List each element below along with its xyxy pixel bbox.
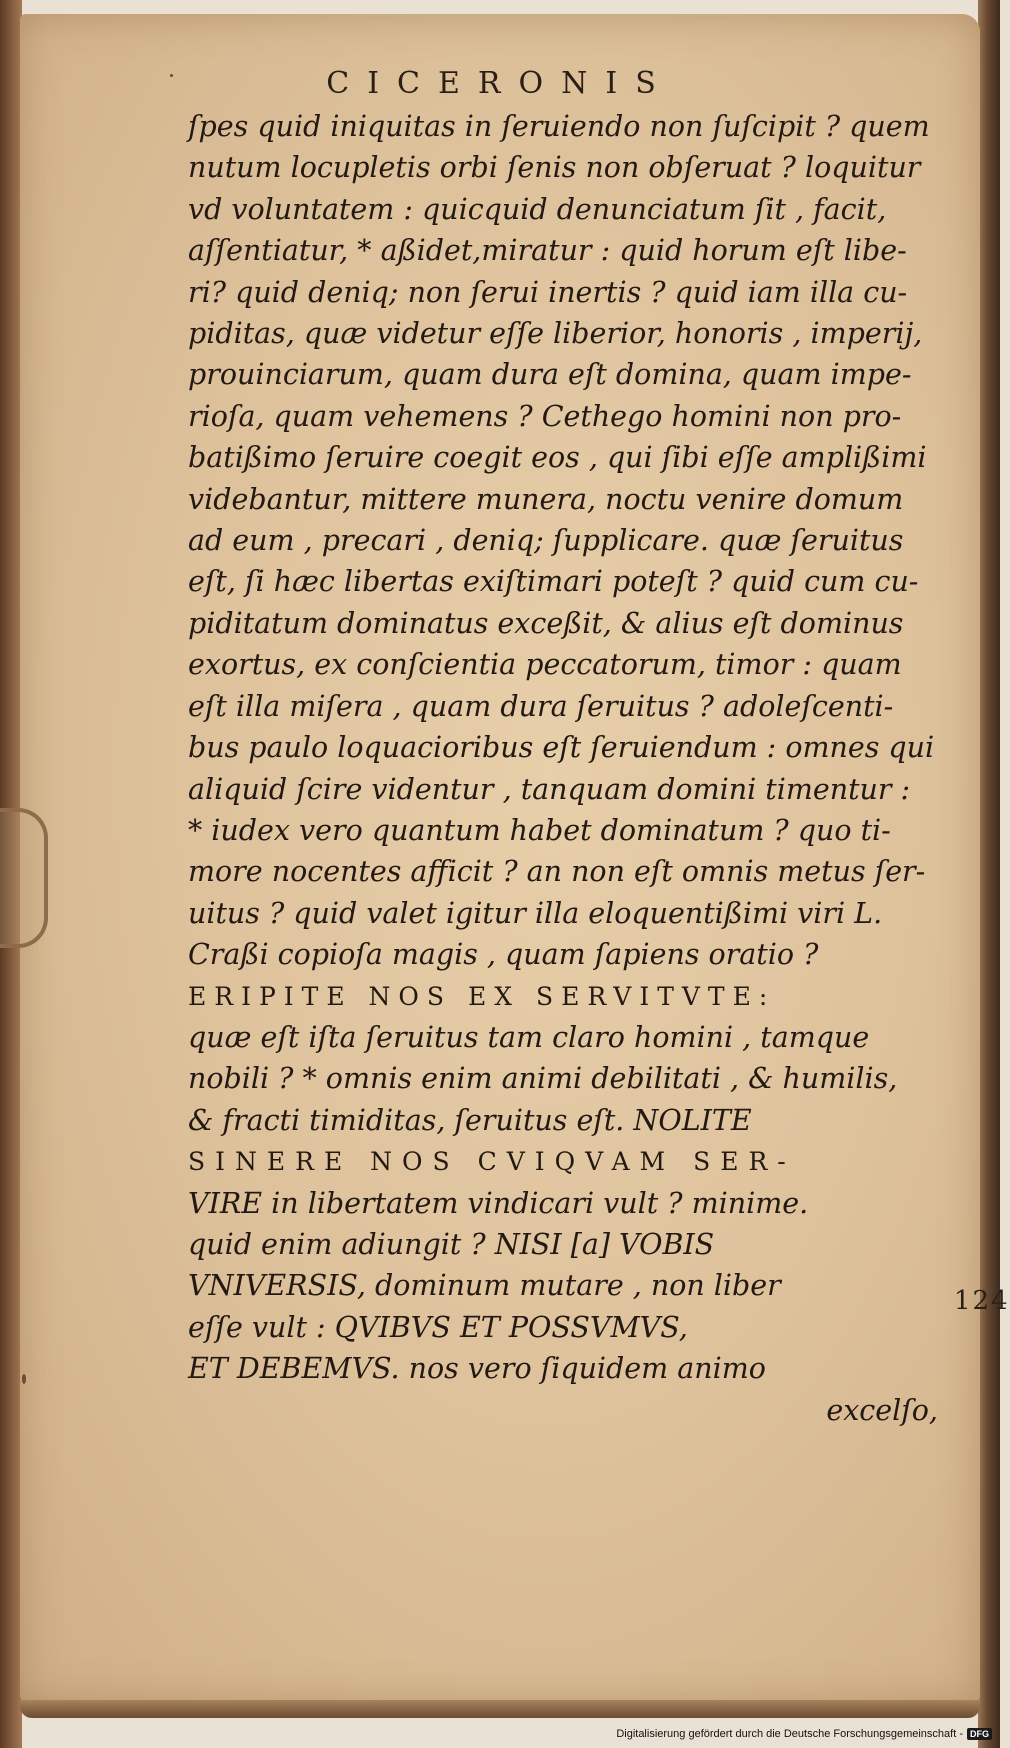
text-line: bus paulo loquacioribus eſt ſeruiendum : omnes qui <box>188 731 935 765</box>
credit-text: Digitalisierung gefördert durch die Deutsche Forschungsgemeinschaft - <box>616 1728 963 1740</box>
text-line: Craßi copioſa magis , quam ſapiens oratio ? <box>188 938 819 972</box>
text-line: eſt illa miſera , quam dura ſeruitus ? adoleſcenti- <box>188 689 894 723</box>
text-line: excelſo, <box>826 1393 938 1427</box>
book-fore-edge <box>978 0 1000 1748</box>
text-line: rioſa, quam vehemens ? Cethego homini non pro- <box>188 399 902 433</box>
text-line: exortus, ex conſcientia peccatorum, timor : quam <box>188 648 902 682</box>
text-line: VNIVERSIS, dominum mutare , non liber <box>188 1269 781 1303</box>
text-line: piditas, quæ videtur eſſe liberior, honoris , imperij, <box>188 317 923 351</box>
text-line: prouinciarum, quam dura eſt domina, quam impe- <box>188 358 912 392</box>
running-title: CICERONIS <box>326 66 674 101</box>
text-line: quid enim adiungit ? NISI [a] VOBIS <box>188 1227 715 1261</box>
text-line: aliquid ſcire videntur , tanquam domini timentur : <box>188 772 911 806</box>
text-line: ERIPITE NOS EX SERVITVTE: <box>188 981 776 1011</box>
text-line: videbantur, mittere munera, noctu venire domum <box>188 482 904 516</box>
paper-speck <box>170 74 173 77</box>
text-line: ad eum , precari , deniq; ſupplicare. quæ ſeruitus <box>188 524 904 558</box>
text-line: vd voluntatem : quicquid denunciatum ſit , facit, <box>188 192 887 226</box>
page-clasp-mark <box>0 808 48 948</box>
text-line: eſt, ſi hæc libertas exiſtimari poteſt ? quid cum cu- <box>188 565 919 599</box>
page-bottom-edge <box>20 1700 980 1718</box>
text-line: VIRE in libertatem vindicari vult ? minime. <box>188 1186 809 1220</box>
text-line: aſſentiatur, * aßidet,miratur : quid horum eſt libe- <box>188 234 907 268</box>
text-line: ET DEBEMVS. nos vero ſiquidem animo <box>188 1352 766 1386</box>
text-line: SINERE NOS CVIQVAM SER- <box>188 1147 796 1177</box>
page-number: 124 <box>954 1286 1010 1316</box>
text-line: nutum locupletis orbi ſenis non obſeruat ? loquitur <box>188 151 921 185</box>
dfg-logo: DFG <box>967 1728 992 1740</box>
book-page <box>20 14 1010 1704</box>
body-text <box>188 106 948 1431</box>
text-line: quæ eſt iſta ſeruitus tam claro homini , tamque <box>188 1020 870 1054</box>
text-line: & fracti timiditas, ſeruitus eſt. NOLITE <box>188 1103 752 1137</box>
text-line: more nocentes afficit ? an non eſt omnis metus ſer- <box>188 855 926 889</box>
text-line: nobili ? * omnis enim animi debilitati , & humilis, <box>188 1062 898 1096</box>
digitization-credit <box>616 1728 992 1740</box>
text-line: * iudex vero quantum habet dominatum ? quo ti- <box>188 813 891 847</box>
text-line: piditatum dominatus exceßit, & alius eſt dominus <box>188 606 904 640</box>
text-line: ri? quid deniq; non ſerui inertis ? quid iam illa cu- <box>188 275 908 309</box>
text-line: uitus ? quid valet igitur illa eloquentißimi viri L. <box>188 896 883 930</box>
text-line: eſſe vult : QVIBVS ET POSSVMVS, <box>188 1310 688 1344</box>
text-line: batißimo ſeruire coegit eos , qui ſibi eſſe amplißimi <box>188 441 927 475</box>
text-line: ſpes quid iniquitas in ſeruiendo non ſuſcipit ? quem <box>188 110 930 143</box>
paper-speck <box>22 1374 26 1384</box>
